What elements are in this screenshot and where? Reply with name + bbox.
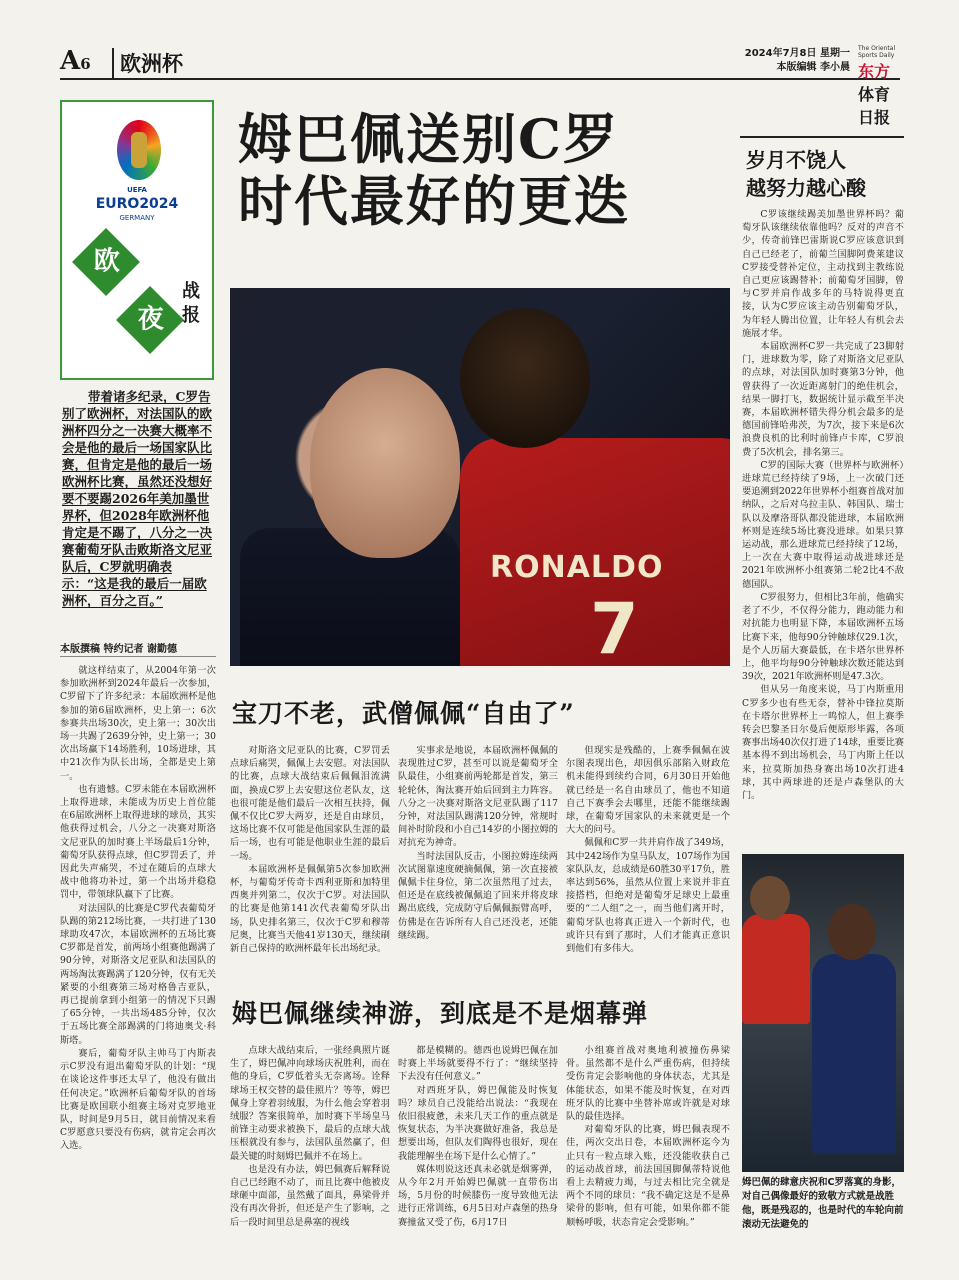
paragraph: 本届欧洲杯C罗一共完成了23脚射门，进球数为零，除了对斯洛文尼亚队的点球，对法国队加时赛第3分钟，他曾获得了一次近距离射门的绝佳机会，结果一脚打飞，数据统计显示截至半决赛，本届欧洲杯错失得分机会最多的是德国前锋哈弗茨，为7次，接下来是6次浪费良机的比利时前锋卢卡库，C罗浪费了5次机会，排名第三。 bbox=[742, 341, 904, 458]
pepe-article-col-2 bbox=[398, 744, 558, 942]
divider bbox=[60, 656, 216, 657]
headline-line-1: 姆巴佩送别C罗 bbox=[238, 107, 619, 171]
paragraph: 但从另一角度来说，马丁内斯重用C罗多少也有些无奈，替补中锋拉莫斯在卡塔尔世界杯上一鸣惊人，但上赛季转会巴黎圣日尔曼后便原形毕露，各项赛事出场40次仅打进了14球，重要比赛基本得不到出场机会，马丁内斯上任以来，拉莫斯加热身赛出场10次打进4球，其中两球进的还是卢森堡队的大门。 bbox=[742, 684, 904, 801]
pepe-article-col-3 bbox=[566, 744, 730, 955]
euro-trophy-icon bbox=[117, 120, 161, 180]
issue-meta bbox=[700, 47, 850, 75]
logo-country: GERMANY bbox=[119, 214, 155, 222]
mbappe-article-col-1 bbox=[230, 1044, 390, 1229]
paragraph: 媒体则说这还真未必就是烟雾弹，从今年2月开始姆巴佩就一直带伤出场，5月份的时候膝伤一度导致他无法进行正常训练，6月5日对卢森堡的热身赛撞盆又受了伤，6月17日 bbox=[398, 1163, 558, 1228]
side-headline-line-2: 越努力越心酸 bbox=[746, 176, 866, 200]
side-photo-mbappe-celebrating bbox=[742, 854, 904, 1172]
paragraph: C罗很努力，但相比3年前，他确实老了不少，不仅得分能力，跑动能力和对抗能力也明显下降，本届欧洲杯五场比赛下来，他每90分钟触球仅29.1次，是个人历届大赛最低，在卡塔尔世界杯上，他平均每90分钟触球次数还能达到39次，2021年欧洲杯则是47.3次。 bbox=[742, 591, 904, 683]
byline: 本版撰稿 特约记者 谢勤德 bbox=[60, 644, 177, 655]
lede-paragraph: 带着诸多纪录，C罗告别了欧洲杯，对法国队的欧洲杯四分之一决赛大概率不会是他的最后一场国家队比赛，但肯定是他的最后一场欧洲杯比赛，虽然还没想好要不要踢2026年美加墨世界杯，但2028年欧洲杯他肯定是不踢了，八分之一决赛葡萄牙队击败斯洛文尼亚队后，C罗就明确表示：“这是我的最后一届欧洲杯，百分之百。” bbox=[62, 389, 213, 608]
paragraph: 当时法国队反击，小图拉姆连续两次试图靠速度硬摘佩佩，第一次直接被佩佩卡住身位，第二次虽然甩了过去，但还是在底线被佩佩追了回来并将皮球踢出底线，完成防守后佩佩振臂高呼，仿佛是在告诉所有人自己还没老，还能继续踢。 bbox=[398, 850, 558, 941]
euro-night-report-badge bbox=[60, 100, 214, 380]
issue-date: 2024年7月8日 星期一 bbox=[744, 48, 850, 59]
main-photo-pepe-ronaldo bbox=[230, 288, 730, 666]
paragraph: 对葡萄牙队的比赛，姆巴佩表现不佳，两次交出日卷，本届欧洲杯迄今为止只有一粒点球入账，还没能收获自己的运动战首球，前法国国脚佩蒂特说他看上去精疲力竭，与过去相比完全就是两个不同的球员：“我不确定这是不是鼻梁骨的影响，但有可能，如果你都不能顺畅呼吸，状态肯定会受影响。” bbox=[566, 1124, 730, 1228]
masthead-black: 体育日报 bbox=[858, 85, 891, 127]
photo-caption: 姆巴佩的肆意庆祝和C罗落寞的身影，对自己偶像最好的致敬方式就是战胜他，既是残忍的，也是时代的车轮向前滚动无法避免的 bbox=[742, 1177, 904, 1230]
pepe-article-col-1 bbox=[230, 744, 390, 955]
paragraph: 对西班牙队，姆巴佩能及时恢复吗？球员自己没能给出说法：“我现在依旧很疲惫，未来几天工作的重点就是恢复状态，为半决赛做好准备，我总是想要出场，但队友们陶得也很好，现在我能理解坐在场下是什么心情了。” bbox=[398, 1084, 558, 1162]
main-headline bbox=[238, 108, 738, 232]
photo-figure-mbappe-body bbox=[812, 954, 896, 1154]
paragraph: 都是模糊的。德西也说姆巴佩在加时赛上半场就要得不行了：“继续坚持下去没有任何意义。” bbox=[398, 1045, 558, 1083]
jersey-number: 7 bbox=[590, 588, 639, 666]
paragraph: 赛后，葡萄牙队主帅马丁内斯表示C罗没有退出葡萄牙队的计划：“现在谈论这件事还太早了，他没有做出任何决定。”欧洲杯后葡萄牙队的首场比赛是欧国联小组赛主场对克罗地亚队，时间是9月5日，就目前情况来看C罗愿意只要没有伤病，就肯定会再次入选。 bbox=[60, 1047, 216, 1152]
paragraph: 点球大战结束后，一张经典照片诞生了，姆巴佩冲向球场庆祝胜利，而在他的身后，C罗低着头无奈离场。诠释球场王权交替的最佳照片？等等，姆巴佩身上穿着羽绒服，为什么他会穿着羽绒服？答案很简单，加时赛下半场皇马前锋主动要求被换下，最后的点球大战压根就没有参与，法国队虽然赢了，但最关键的时刻姆巴佩并不在场上。 bbox=[230, 1045, 390, 1162]
paragraph: 但现实是残酷的，上赛季佩佩在波尔图表现出色，却因俱乐部陷入财政危机未能得到续约合同，6月30日开始他就已经是一名自由球员了，他也不知道自己下赛季会去哪里，还能不能继续踢球，在葡萄牙国家队的未来就更是一个大大的问号。 bbox=[566, 745, 730, 836]
side-headline-line-1: 岁月不饶人 bbox=[746, 148, 846, 172]
logo-uefa: UEFA bbox=[127, 186, 147, 194]
masthead-english: The Oriental Sports Daily bbox=[858, 45, 896, 59]
side-headline bbox=[746, 146, 906, 202]
paragraph: 本届欧洲杯是佩佩第5次参加欧洲杯，与葡萄牙传奇卡西利亚斯和加特里西奥并列第二，仅次于C罗。对法国队的比赛是他第141次代表葡萄牙队出场，队史排名第三，仅次于C罗和穆蒂尼奥，比赛当天他41岁130天，继续刷新自己保持的欧洲杯最年长出场纪录。 bbox=[230, 863, 390, 955]
photo-figure-ronaldo-body bbox=[742, 914, 810, 1024]
left-article-column bbox=[60, 664, 216, 1153]
mbappe-article-col-2 bbox=[398, 1044, 558, 1229]
paragraph: 对法国队的比赛是C罗代表葡萄牙队踢的第212场比赛，一共打进了130球助攻47次，本届欧洲杯的五场比赛C罗都是首发，前两场小组赛他踢满了90分钟，对斯洛文尼亚队和法国队的两场淘汰赛踢满了120分钟，仅有无关紧要的小组赛第三场对格鲁吉亚队，再已提前拿到小组第一的情况下只踢了65分钟，一共出场485分钟，仅次于五场比赛全部踢满的门将迪奥戈·科斯塔。 bbox=[60, 902, 216, 1046]
divider bbox=[740, 136, 904, 138]
logo-euro2024: EURO2024 bbox=[95, 196, 179, 212]
paragraph: C罗该继续踢美加墨世界杯吗？葡萄牙队该继续依靠他吗？反对的声音不少，传奇前锋巴雷斯说C罗应该意识到自己已经老了，前葡兰国脚阿费莱建议C罗接受替补定位，主动找到主教练说自己更应该踢替补；前葡萄牙国脚，曾与C罗并肩作战多年的马特说得更直接，认为C罗应该主动告别葡萄牙队，为年轻人腾出位置，让年轻人有机会去施展才华。 bbox=[742, 209, 904, 339]
right-article-column bbox=[742, 208, 904, 802]
photo-figure-ronaldo-head bbox=[460, 308, 590, 448]
paragraph: C罗的国际大赛（世界杯与欧洲杯）进球荒已经持续了9场，上一次破门还要追溯到2022年世界杯小组赛首战对加纳队，之后对乌拉圭队、韩国队、瑞士队以及摩洛哥队都没能进球，本届欧洲杯则是连续5场比赛没进球。如果只算运动战，那么进球荒已经持续了12场，上一次在大赛中取得运动战进球还是2021年欧洲杯小组赛第二轮2比4不敌德国队。 bbox=[742, 459, 904, 590]
paragraph: 也是没有办法，姆巴佩赛后解释说自己已经跑不动了，而且比赛中他被皮球砸中面部，虽然戴了面具，鼻梁骨并没有再次骨折，但还是产生了影响，之后一段时间里总是鼻塞的视线 bbox=[230, 1163, 390, 1228]
paragraph: 也有遗憾。C罗未能在本届欧洲杯上取得进球，未能成为历史上首位能在6届欧洲杯上取得进球的球员，其实他获得过机会，八分之一决赛对斯洛文尼亚队的加时赛上半场最后1分钟，葡萄牙队获得点球，但C罗罚丢了，并因此失声痛哭，不过在随后的点球大战中他将功补过，第一个出场并稳稳罚中，带领球队赢下了比赛。 bbox=[60, 783, 216, 901]
subheadline-pepe: 宝刀不老，武僧佩佩“自由了” bbox=[232, 699, 575, 728]
page-header bbox=[60, 44, 900, 127]
photo-figure-ronaldo-head bbox=[750, 876, 790, 920]
masthead-red: 东方 bbox=[858, 62, 891, 81]
jersey-name: RONALDO bbox=[490, 550, 664, 585]
photo-figure-pepe-head bbox=[310, 368, 460, 558]
newspaper-masthead bbox=[858, 45, 900, 128]
editor-credit: 本版编辑 李小晨 bbox=[776, 62, 850, 73]
photo-figure-mbappe-head bbox=[828, 904, 876, 960]
badge-zhanbao: 战报 bbox=[182, 281, 200, 326]
mbappe-article-col-3 bbox=[566, 1044, 730, 1229]
badge-char-ye: 夜 bbox=[116, 286, 184, 354]
subheadline-mbappe: 姆巴佩继续神游，到底是不是烟幕弹 bbox=[232, 999, 649, 1028]
headline-line-2: 时代最好的更迭 bbox=[238, 169, 630, 233]
section-name: 欧洲杯 bbox=[112, 48, 183, 78]
paragraph: 小组赛首战对奥地利被撞伤鼻梁骨。虽然都不是什么严重伤病，但持续受伤肯定会影响他的身体状态，尤其是体能状态，如果不能及时恢复，在对西班牙队的比赛中坐替补席或许就是对球队的最佳选择。 bbox=[566, 1045, 730, 1123]
paragraph: 佩佩和C罗一共并肩作战了349场，其中242场作为皇马队友，107场作为国家队队友，总成绩是60胜30平17负，胜率达到56%，虽然从位置上来说并非直接搭档，但绝对是葡萄牙足球史上最重要的“二人组”之一，而当他们离开时，葡萄牙队也将真正进入一个新时代，也或许只有到了那时，人们才能真正意识到他们有多伟大。 bbox=[566, 837, 730, 955]
page-number: A6 bbox=[60, 46, 91, 76]
badge-char-ou: 欧 bbox=[72, 228, 140, 296]
paragraph: 对斯洛文尼亚队的比赛，C罗罚丢点球后痛哭，佩佩上去安慰。对法国队的比赛，点球大战结束后佩佩泪流满面，换成C罗上去安慰这位老队友，这也很可能是他们最后一次相互扶持，佩佩不仅比C罗大两岁，还是自由球员，这场比赛不仅可能是他国家队生涯的最后一场，也有可能是他职业生涯的最后一场。 bbox=[230, 745, 390, 862]
paragraph: 实事求是地说，本届欧洲杯佩佩的表现胜过C罗，甚至可以说是葡萄牙全队最佳，小组赛前两轮都是首发，第三轮轮休，淘汰赛开始后回到主力阵容。八分之一决赛对斯洛文尼亚队踢了117分钟，对法国队踢满120分钟，常规时间补时阶段和小自己14岁的小图拉姆的对抗充为神奇。 bbox=[398, 745, 558, 849]
paragraph: 就这样结束了，从2004年第一次参加欧洲杯到2024年最后一次参加，C罗留下了许多纪录：本届欧洲杯是他参加的第6届欧洲杯，史上第一；6次参赛共出场30次，史上第一；30次出场一共踢了2639分钟，史上第一；30次出场赢下14场胜利，10场进球，其中21次作为队长出场，全都是史上第一。 bbox=[60, 665, 216, 782]
